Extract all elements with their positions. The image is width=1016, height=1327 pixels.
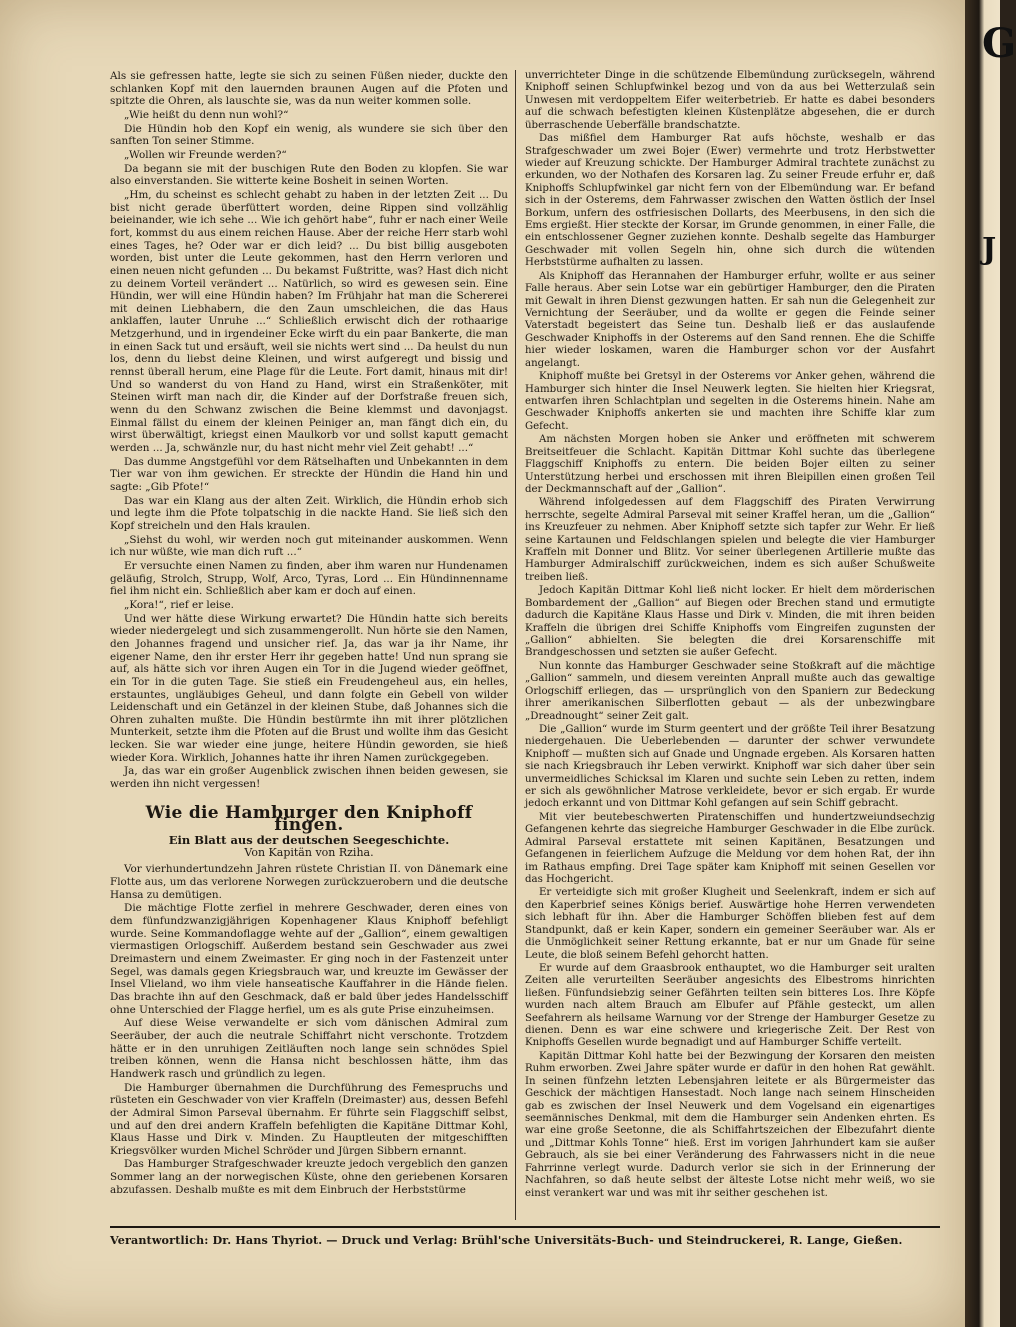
article-paragraph: Am nächsten Morgen hoben sie Anker und eröffneten mit schwerem Breitseitfeuer die Schlacht. Kapitän Dittmar Kohl suchte das überlegene Flaggschiff Kniphoffs zu entern. Die beiden Bojer eilten zu seiner Unterstützung herbei und erschossen mit ihren Bleipillen einen großen Teil der Deckmannschaft auf der „Gallion“. <box>525 434 935 495</box>
story-paragraph: Ja, das war ein großer Augenblick zwischen ihnen beiden gewesen, sie werden ihn nicht vergessen! <box>110 765 508 791</box>
story-paragraph: „Hm, du scheinst es schlecht gehabt zu haben in der letzten Zeit ... Du bist nicht gerade überfüttert worden, deine Rippen sind vollzählig beieinander, wie ich sehe ... Wie ich gehört habe“, fuhr er nach einer Weile fort, kommst du aus einem reichen Hause. Aber der reiche Herr starb wohl eines Tages, he? Oder war er dich leid? ... Du bist billig ausgeboten worden, bist unter die Leute gekommen, hast den Herrn verloren und einen neuen nicht gefunden ... Du bekamst Fußtritte, was? Hast dich nicht zu deinem Vorteil verändert ... Natürlich, so wird es gewesen sein. Eine Hündin, wer will eine Hündin haben? Im Frühjahr hat man die Schererei mit deinen Liebhabern, die den Zaun umschleichen, die das Haus anklaffen, lauter Unruhe ...“ Schließlich erwischt dich der rothaarige Metzgerhund, und in irgendeiner Ecke wirft du ein paar Bankerte, die man in einen Sack tut und ersäuft, weil sie nichts wert sind ... Da heulst du nun los, denn du liebst deine Kleinen, und wirst aufgeregt und bissig und rennst überall herum, eine Plage für die Leute. Fort damit, hinaus mit dir! Und so wanderst du von Hand zu Hand, wirst ein Straßenköter, mit Steinen wirft man nach dir, die Kinder auf der Dorfstraße freuen sich, wenn du den Schwanz zwischen die Beine klemmst und davonjagst. Einmal fällst du einem der kleinen Peiniger an, man fängt dich ein, du wirst überwältigt, kriegst einen Maulkorb vor und sollst kaputt gemacht werden ... Ja, schwänzle nur, du hast nicht mehr viel Zeit gehabt! ...“ <box>110 188 508 455</box>
article-paragraph: Nun konnte das Hamburger Geschwader seine Stoßkraft auf die mächtige „Gallion“ sammeln, und diesem vereinten Anprall mußte auch das gewaltige Orlogschiff erliegen, das — ursprünglich von den Spaniern zur Bedeckung ihrer amerikanischen Silberflotten gebaut — als der unbezwingbare „Dreadnought“ seiner Zeit galt. <box>525 660 935 722</box>
article-paragraph: Während infolgedessen auf dem Flaggschiff des Piraten Verwirrung herrschte, segelte Admiral Parseval mit seiner Kraffel heran, um die „Gallion“ ins Kreuzfeuer zu nehmen. Aber Kniphoff setzte sich tapfer zur Wehr. Er ließ seine Kartaunen und Feldschlangen spielen und belegte die vier Hamburger Kraffeln mit Donner und Blitz. Vor seiner überlegenen Artillerie mußte das Hamburger Admiralschiff zurückweichen, indem es sich außer Schußweite treiben ließ. <box>525 497 935 583</box>
adjacent-page-letter: G <box>982 20 1016 67</box>
story-paragraph: Das war ein Klang aus der alten Zeit. Wirklich, die Hündin erhob sich und legte ihm die Pfote tolpatschig in die nackte Hand. Sie ließ sich den Kopf streicheln und den Hals kraulen. <box>110 494 508 532</box>
article-paragraph: Das Hamburger Strafgeschwader kreuzte jedoch vergeblich den ganzen Sommer lang an der norwegischen Küste, ohne den geriebenen Korsaren abzufassen. Deshalb mußte es mit dem Einbruch der Herbststürme <box>110 1158 508 1196</box>
story-paragraph: Als sie gefressen hatte, legte sie sich zu seinen Füßen nieder, duckte den schlanken Kopf mit den lauernden braunen Augen auf die Pfoten und spitzte die Ohren, als lauschte sie, was da nun weiter kommen solle. <box>110 70 508 108</box>
article-title: Wie die Hamburger den Kniphoff fingen. <box>145 802 473 836</box>
article-paragraph: Er verteidigte sich mit großer Klugheit und Seelenkraft, indem er sich auf den Kaperbrief seines Königs berief. Auswärtige hohe Herren verwendeten sich lebhaft für ihn. Aber die Hamburger Schöffen blieben fest auf dem Standpunkt, daß er kein Kaper, sondern ein gemeiner Seeräuber war. Als er die Unmöglichkeit seiner Rettung erkannte, bat er nur um Gnade für seine Leute, die bloß seinem Befehl gehorcht hatten. <box>525 887 935 961</box>
adjacent-page-letter: J <box>982 232 997 267</box>
story-paragraph: „Kora!“, rief er leise. <box>124 598 234 611</box>
article-paragraph: Das mißfiel dem Hamburger Rat aufs höchste, weshalb er das Strafgeschwader um zwei Bojer (Ewer) vermehrte und trotz Herbstwetter wieder auf Kreuzung schickte. Der Hamburger Admiral trachtete zunächst zu erkunden, wo der Nothafen des Korsaren lag. Zu seiner Freude erfuhr er, daß Kniphoffs Schlupfwinkel gar nicht fern von der Elbemündung war. Er befand sich in der Osterems, dem Fahrwasser zwischen den Watten östlich der Insel Borkum, unfern des ostfriesischen Dollarts, des Meerbusens, in den sich die Ems ergießt. Hier steckte der Korsar, im Grunde genommen, in einer Falle, die ein entschlossener Gegner zuziehen konnte. Deshalb segelte das Hamburger Geschwader mit vollen Segeln hin, ohne sich durch die wütenden Herbststürme aufhalten zu lassen. <box>525 133 935 269</box>
article-paragraph: Als Kniphoff das Herannahen der Hamburger erfuhr, wollte er aus seiner Falle heraus. Aber sein Lotse war ein gebürtiger Hamburger, den die Piraten mit Gewalt in ihren Dienst gezwungen hatten. Er sah nun die Gelegenheit zur Vernichtung der Seeräuber, und da wollte er gegen die Feinde seiner Vaterstadt begeistert das Seine tun. Deshalb ließ er das auslaufende Geschwader Kniphoffs in der Osterems auf den Sand rennen. Ehe die Schiffe hier wieder loskamen, waren die Hamburger schon vor der Ausfahrt angelangt. <box>525 270 935 369</box>
article-paragraph: Mit vier beutebeschwerten Piratenschiffen und hundertzweiundsechzig Gefangenen kehrte das siegreiche Hamburger Geschwader in die Elbe zurück. Admiral Parseval erstattete mit seinen Kapitänen, Besatzungen und Gefangenen in feierlichem Aufzuge die Meldung vor dem hohen Rat, der ihn im Rathaus empfing. Drei Tage später kam Kniphoff mit seinen Gesellen vor das Hochgericht. <box>525 811 935 885</box>
article-paragraph: Vor vierhundertundzehn Jahren rüstete Christian II. von Dänemark eine Flotte aus, um das verlorene Norwegen zurückzuerobern und die deutsche Hansa zu demütigen. <box>110 863 508 901</box>
article-subtitle: Ein Blatt aus der deutschen Seegeschichte. <box>168 833 450 848</box>
story-paragraph: „Wollen wir Freunde werden?“ <box>124 148 287 161</box>
left-column <box>110 70 508 1197</box>
article-paragraph: Auf diese Weise verwandelte er sich vom dänischen Admiral zum Seeräuber, der auch die neutrale Schiffahrt nicht verschonte. Trotzdem hätte er in den unruhigen Zeitläuften noch lange sein schnödes Spiel treiben können, wenn die Hansa nicht beschlossen hätte, ihm das Handwerk rasch und gründlich zu legen. <box>110 1017 508 1080</box>
article-paragraph: Jedoch Kapitän Dittmar Kohl ließ nicht locker. Er hielt dem mörderischen Bombardement der „Gallion“ auf Biegen oder Brechen stand und ermutigte dadurch die Kapitäne Klaus Hasse und Dirk v. Minden, die mit ihren beiden Kraffeln die übrigen drei Schiffe Kniphoffs vom Eingreifen zugunsten der „Gallion“ abhielten. Sie belegten die drei Korsarenschiffe mit Brandgeschossen und setzten sie außer Gefecht. <box>525 585 935 659</box>
imprint-footer: Verantwortlich: Dr. Hans Thyriot. — Druck und Verlag: Brühl'sche Universitäts-Buch- und Steindruckerei, R. Lange, Gießen. <box>110 1233 903 1247</box>
story-paragraph: Er versuchte einen Namen zu finden, aber ihm waren nur Hundenamen geläufig, Strolch, Strupp, Wolf, Arco, Tyras, Lord ... Ein Hündinnenname fiel ihm nicht ein. Schließlich aber kam er doch auf einen. <box>110 559 508 598</box>
article-paragraph: Kapitän Dittmar Kohl hatte bei der Bezwingung der Korsaren den meisten Ruhm erworben. Zwei Jahre später wurde er dafür in den hohen Rat gewählt. In seinen fünfzehn letzten Lebensjahren leitete er als Bürgermeister das Geschick der mächtigen Hansestadt. Noch lange nach seinem Hinscheiden gab es zwischen der Insel Neuwerk und dem Vogelsand ein eigenartiges seemännisches Denkmal, mit dem die Hamburger sein Andenken ehrten. Es war eine große Seetonne, die als Schiffahrtszeichen der Elbezufahrt diente und „Dittmar Kohls Tonne“ hieß. Erst im vorigen Jahrhundert kam sie außer Gebrauch, als sie bei einer Veränderung des Fahrwassers nicht in die neue Fahrrinne verlegt wurde. Dadurch verlor sie sich in der Erinnerung der Nachfahren, so daß heute selbst der älteste Lotse nicht mehr weiß, wo sie einst verankert war und was mit ihr seither geschehen ist. <box>525 1050 935 1199</box>
story-paragraph: Und wer hätte diese Wirkung erwartet? Die Hündin hatte sich bereits wieder niedergelegt und sich zusammengerollt. Nun hörte sie den Namen, den Johannes fragend und unsicher rief. Ja, das war ja ihr Name, ihr eigener Name, den ihr erster Herr ihr gegeben hatte! Und nun sprang sie auf, als hätte sich vor ihren Augen ein Tor in die Jugend wieder geöffnet, ein Tor in die guten Tage. Sie stieß ein Freudengeheul aus, ein helles, erstauntes, ungläubiges Geheul, und dann folgte ein Gebell von wilder Leidenschaft und ein Getänzel in der kleinen Stube, daß Johannes sich die Ohren zuhalten mußte. Die Hündin bestürmte ihn mit ihrer plötzlichen Munterkeit, setzte ihm die Pfoten auf die Brust und wollte ihm das Gesicht lecken. Sie war wieder eine junge, heitere Hündin geworden, sie hieß wieder Kora. Wirklich, Johannes hatte ihr ihren Namen zurückgegeben. <box>110 612 508 764</box>
story-paragraph: Das dumme Angstgefühl vor dem Rätselhaften und Unbekannten in dem Tier war von ihm gewichen. Er streckte der Hündin die Hand hin und sagte: „Gib Pfote!“ <box>110 455 508 493</box>
article-paragraph: Kniphoff mußte bei Gretsyl in der Osterems vor Anker gehen, während die Hamburger sich hinter die Insel Neuwerk legten. Sie hielten hier Kriegsrat, entwarfen ihren Schlachtplan und segelten in die Osterems hinein. Nahe am Geschwader Kniphoffs ankerten sie und machten ihre Schiffe klar zum Gefecht. <box>525 371 935 432</box>
story-paragraph: Da begann sie mit der buschigen Rute den Boden zu klopfen. Sie war also einverstanden. Sie witterte keine Bosheit in seinen Worten. <box>110 162 508 188</box>
article-paragraph: Die „Gallion“ wurde im Sturm geentert und der größte Teil ihrer Besatzung niedergehauen. Die Ueberlebenden — darunter der schwer verwundete Kniphoff — mußten sich auf Gnade und Ungnade ergeben. Als Korsaren hatten sie nach Kriegsbrauch ihr Leben verwirkt. Kniphoff war sich daher über sein unvermeidliches Schicksal im Klaren und suchte sein Leben zu retten, indem er sich als gewöhnlicher Matrose verkleidete, bevor er sich ergab. Er wurde jedoch erkannt und von Dittmar Kohl gefangen auf sein Schiff gebracht. <box>525 723 935 810</box>
right-column <box>525 70 935 1201</box>
article-paragraph: Er wurde auf dem Graasbrook enthauptet, wo die Hamburger seit uralten Zeiten alle verurteilten Seeräuber angesichts des Elbestroms hinrichten ließen. Fünfundsiebzig seiner Gefährten teilten sein bitteres Los. Ihre Köpfe wurden nach altem Brauch am Elbufer auf Pfähle gesteckt, um allen Seefahrern als heilsame Warnung vor der Strenge der Hamburger Gesetze zu dienen. Denn es war eine schwere und kriegerische Zeit. Der Rest von Kniphoffs Gesellen wurde begnadigt und auf Hamburger Schiffe verteilt. <box>525 962 935 1049</box>
article-paragraph: unverrichteter Dinge in die schützende Elbemündung zurücksegeln, während Kniphoff seinen Schlupfwinkel bezog und von da aus bei Wetterzulaß sein Unwesen mit verdoppeltem Eifer weiterbetrieb. Er hatte es dabei besonders auf die schwach befestigten kleinen Küstenplätze abgesehen, die er durch überraschende Ueberfälle brandschatzte. <box>525 70 935 131</box>
story-paragraph: Die Hündin hob den Kopf ein wenig, als wundere sie sich über den sanften Ton seiner Stimme. <box>110 122 508 148</box>
column-divider <box>515 70 516 1220</box>
article-paragraph: Die Hamburger übernahmen die Durchführung des Femespruchs und rüsteten ein Geschwader von vier Kraffeln (Dreimaster) aus, dessen Befehl der Admiral Simon Parseval übernahm. Er führte sein Flaggschiff selbst, und auf den drei andern Kraffeln befehligten die Kapitäne Dittmar Kohl, Klaus Hasse und Dirk v. Minden. Zu Hauptleuten der mitgeschifften Kriegsvölker wurden Michel Schröder und Jürgen Sibbern ernannt. <box>110 1081 508 1157</box>
article-paragraph: Die mächtige Flotte zerfiel in mehrere Geschwader, deren eines von dem fünfundzwanzigjährigen Kopenhagener Klaus Kniphoff befehligt wurde. Seine Kommandoflagge wehte auf der „Gallion“, einem gewaltigen viermastigen Orlogschiff. Außerdem bestand sein Geschwader aus zwei Dreimastern und einem Zweimaster. Er ging noch in der Fastenzeit unter Segel, was damals gegen Kriegsbrauch war, und kreuzte im Gewässer der Insel Vlieland, wo ihm viele hanseatische Kauffahrer in die Hände fielen. Das brachte ihn auf den Geschmack, daß er bald über jedes Handelsschiff ohne Unterschied der Flagge herfiel, um es als gute Prise einzuheimsen. <box>110 902 508 1016</box>
article-byline: Von Kapitän von Rziha. <box>244 845 374 859</box>
story-paragraph: „Wie heißt du denn nun wohl?“ <box>124 108 289 121</box>
story-paragraph: „Siehst du wohl, wir werden noch gut miteinander auskommen. Wenn ich nur wüßte, wie man dich ruft ...“ <box>110 533 508 559</box>
scan-edge-strip <box>965 0 1000 1327</box>
footer-rule <box>110 1226 940 1228</box>
